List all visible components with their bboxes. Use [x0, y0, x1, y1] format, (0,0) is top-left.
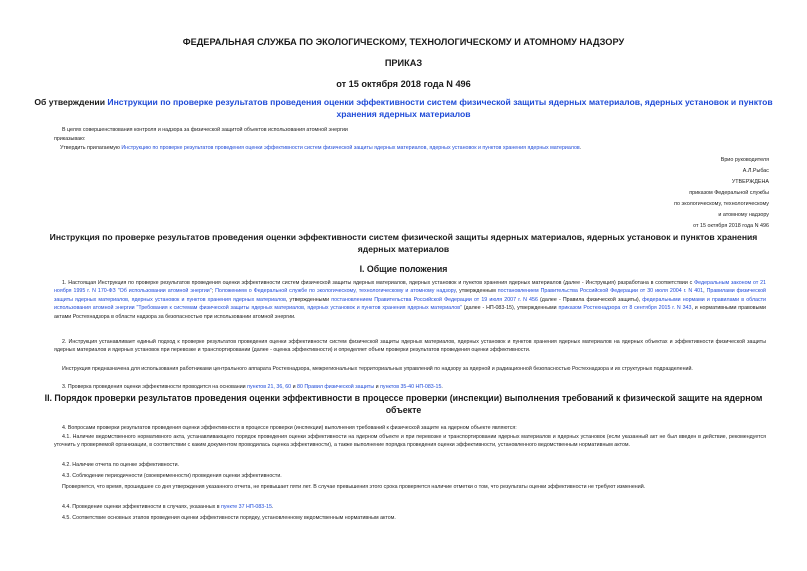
- p1-text-g: (далее - НП-083-15), утвержденными: [461, 305, 559, 312]
- link-decree-456[interactable]: постановлением Правительства Российской Федерации от 19 июля 2007 г. N 456: [331, 296, 538, 303]
- link-order-343[interactable]: приказом Ростехнадзора от 8 сентября 2015 г. N 343: [558, 305, 692, 312]
- preamble-text: В целях совершенствования контроля и надзора за физической защитой объектов использования атомной энергии: [62, 127, 348, 133]
- link-points-21-36-60[interactable]: пунктов 21, 36, 60: [247, 384, 292, 390]
- paragraph-4: 4. Вопросами проверки результатов проведения оценки эффективности в процессе проверки (инспекции) выполнения требований к физической защите на ядерном объекте являются:: [62, 425, 517, 431]
- p1-text-b: ;: [211, 288, 216, 295]
- approve-paragraph: [60, 144, 772, 152]
- doc-date-number: от 15 октября 2018 года N 496: [336, 79, 471, 89]
- order-title-link[interactable]: Инструкции по проверке результатов проведения оценки эффективности систем физической защиты ядерных материалов, ядерных установок и пунктов хранения ядерных материалов: [107, 97, 773, 119]
- paragraph-2: 2. Инструкция устанавливает единый подход к проверке результатов проведения оценки эффективности систем физической защиты ядерных материалов, ядерных установок и пунктов хранения ядерных материалов на ядерных объектах и эффективности физической защиты ядерных материалов и ядерных установок при перевозке и транспортировании (далее - оценка эффективности) и определяет объем проверки результатов проведения оценки эффективности.: [54, 339, 766, 354]
- approval-line-3: и атомному надзору: [718, 212, 769, 218]
- preamble-order-word: приказываю:: [54, 136, 86, 142]
- p1-text-c: , утвержденным: [455, 288, 498, 295]
- paragraph-4-4: [62, 503, 774, 511]
- link-point-37[interactable]: пункте 37 НП-083-15: [221, 504, 272, 510]
- approve-suffix: .: [579, 145, 582, 151]
- agency-name: ФЕДЕРАЛЬНАЯ СЛУЖБА ПО ЭКОЛОГИЧЕСКОМУ, ТЕХНОЛОГИЧЕСКОМУ И АТОМНОМУ НАДЗОРУ: [182, 37, 625, 47]
- p44-text-b: .: [271, 504, 274, 510]
- paragraph-3: [62, 383, 774, 391]
- link-rostekhnadzor-regulation[interactable]: Положением о Федеральной службе по экологическому, технологическому и атомному надзору: [215, 288, 456, 295]
- link-points-35-40[interactable]: пунктов 35-40 НП-083-15: [380, 384, 442, 390]
- p3-text-a: 3. Проверка проведения оценки эффективности проводится на основании: [62, 384, 248, 390]
- signature-position: Врио руководителя: [720, 157, 769, 163]
- link-point-80-rules[interactable]: 80 Правил физической защиты: [297, 384, 375, 390]
- p1-text-f: (далее - Правила физической защиты),: [537, 296, 643, 303]
- order-title: [30, 96, 777, 120]
- link-np-083-15[interactable]: федеральными нормами и правилами в области использования атомной энергии "Требования к системам физической защиты ядерных материалов, ядерных установок и пунктов хранения ядерных материалов": [54, 296, 767, 312]
- paragraph-4-2: 4.2. Наличие отчета по оценке эффективности.: [62, 462, 180, 468]
- paragraph-4-5: 4.5. Соответствие основных этапов проведения оценки эффективности порядку, установленному ведомственным нормативным актом.: [62, 515, 396, 521]
- p1-text-a: 1. Настоящая Инструкция по проверке результатов проведения оценки эффективности систем физической защиты ядерных материалов, ядерных установок и пунктов хранения ядерных материалов (далее - Инструкция) разработана в соответствии с: [62, 280, 695, 286]
- instruction-title: Инструкция по проверке результатов проведения оценки эффективности систем физической защиты ядерных материалов, ядерных установок и пунктов хранения ядерных материалов: [49, 232, 758, 254]
- doc-type: ПРИКАЗ: [384, 58, 423, 68]
- link-decree-401[interactable]: постановлением Правительства Российской Федерации от 30 июля 2004 г. N 401: [497, 288, 704, 295]
- section-2-heading: II. Порядок проверки результатов проведения оценки эффективности в процессе проверки (инспекции) выполнения требований к физической защите на ядерном объекте: [44, 393, 763, 415]
- paragraph-1: [54, 279, 766, 321]
- approve-prefix: Утвердить прилагаемую: [60, 145, 122, 151]
- p44-text-a: 4.4. Проведение оценки эффективности в случаях, указанных в: [62, 504, 222, 510]
- approval-stamp: УТВЕРЖДЕНА: [731, 179, 769, 185]
- signature-name: А.Л.Рыбас: [742, 168, 769, 174]
- approve-link[interactable]: Инструкцию по проверке результатов проведения оценки эффективности систем физической защиты ядерных материалов, ядерных установок и пунктов хранения ядерных материалов: [121, 145, 580, 151]
- p3-text-d: .: [441, 384, 443, 390]
- link-federal-law-170[interactable]: Федеральным законом от 21 ноября 1995 г. N 170-ФЗ "Об использовании атомной энергии": [54, 280, 766, 295]
- paragraph-4-1: 4.1. Наличие ведомственного нормативного акта, устанавливающего порядок проведения оценки эффективности на ядерном объекте и при перевозке и транспортировании ядерных материалов и ядерных установок (если указанный акт не был введен в действие, рекомендуется уточнить у проверяемой организации, в соответствии с каким документом проводилась оценка эффективности), а также выполнение порядка проведения оценки эффективности, установленного ведомственным нормативным актом.: [54, 434, 766, 449]
- p3-text-b: и: [291, 384, 298, 390]
- paragraph-4-3: 4.3. Соблюдение периодичности (своевременности) проведения оценки эффективности.: [62, 473, 282, 479]
- order-title-prefix: Об утверждении: [34, 97, 108, 107]
- link-physical-protection-rules[interactable]: Правилами физической защиты ядерных материалов, ядерных установок и пунктов хранения ядерных материалов: [54, 288, 767, 303]
- p1-text-e: , утвержденными: [285, 296, 332, 303]
- p3-text-c: и: [374, 384, 381, 390]
- paragraph-4-3b: Проверяется, что время, прошедшее со дня утверждения указанного отчета, не превышает пяти лет. В случае превышения этого срока проверяется наличие отметки о том, что результаты оценки эффективности не требуют изменений.: [62, 484, 646, 490]
- paragraph-2b: Инструкция предназначена для использования работниками центрального аппарата Ростехнадзора, межрегиональных территориальных управлений по надзору за ядерной и радиационной безопасностью Ростехнадзора и их структурных подразделений.: [62, 366, 693, 372]
- p1-text-h: , и нормативными правовыми актами Ростехнадзора в области надзора за безопасностью при использовании атомной энергии.: [54, 305, 766, 320]
- approval-line-4: от 15 октября 2018 года N 496: [693, 223, 769, 229]
- approval-line-2: по экологическому, технологическому: [674, 201, 769, 207]
- p1-text-d: ,: [703, 288, 707, 295]
- approval-line-1: приказом Федеральной службы: [689, 190, 769, 196]
- section-1-heading: I. Общие положения: [359, 264, 448, 274]
